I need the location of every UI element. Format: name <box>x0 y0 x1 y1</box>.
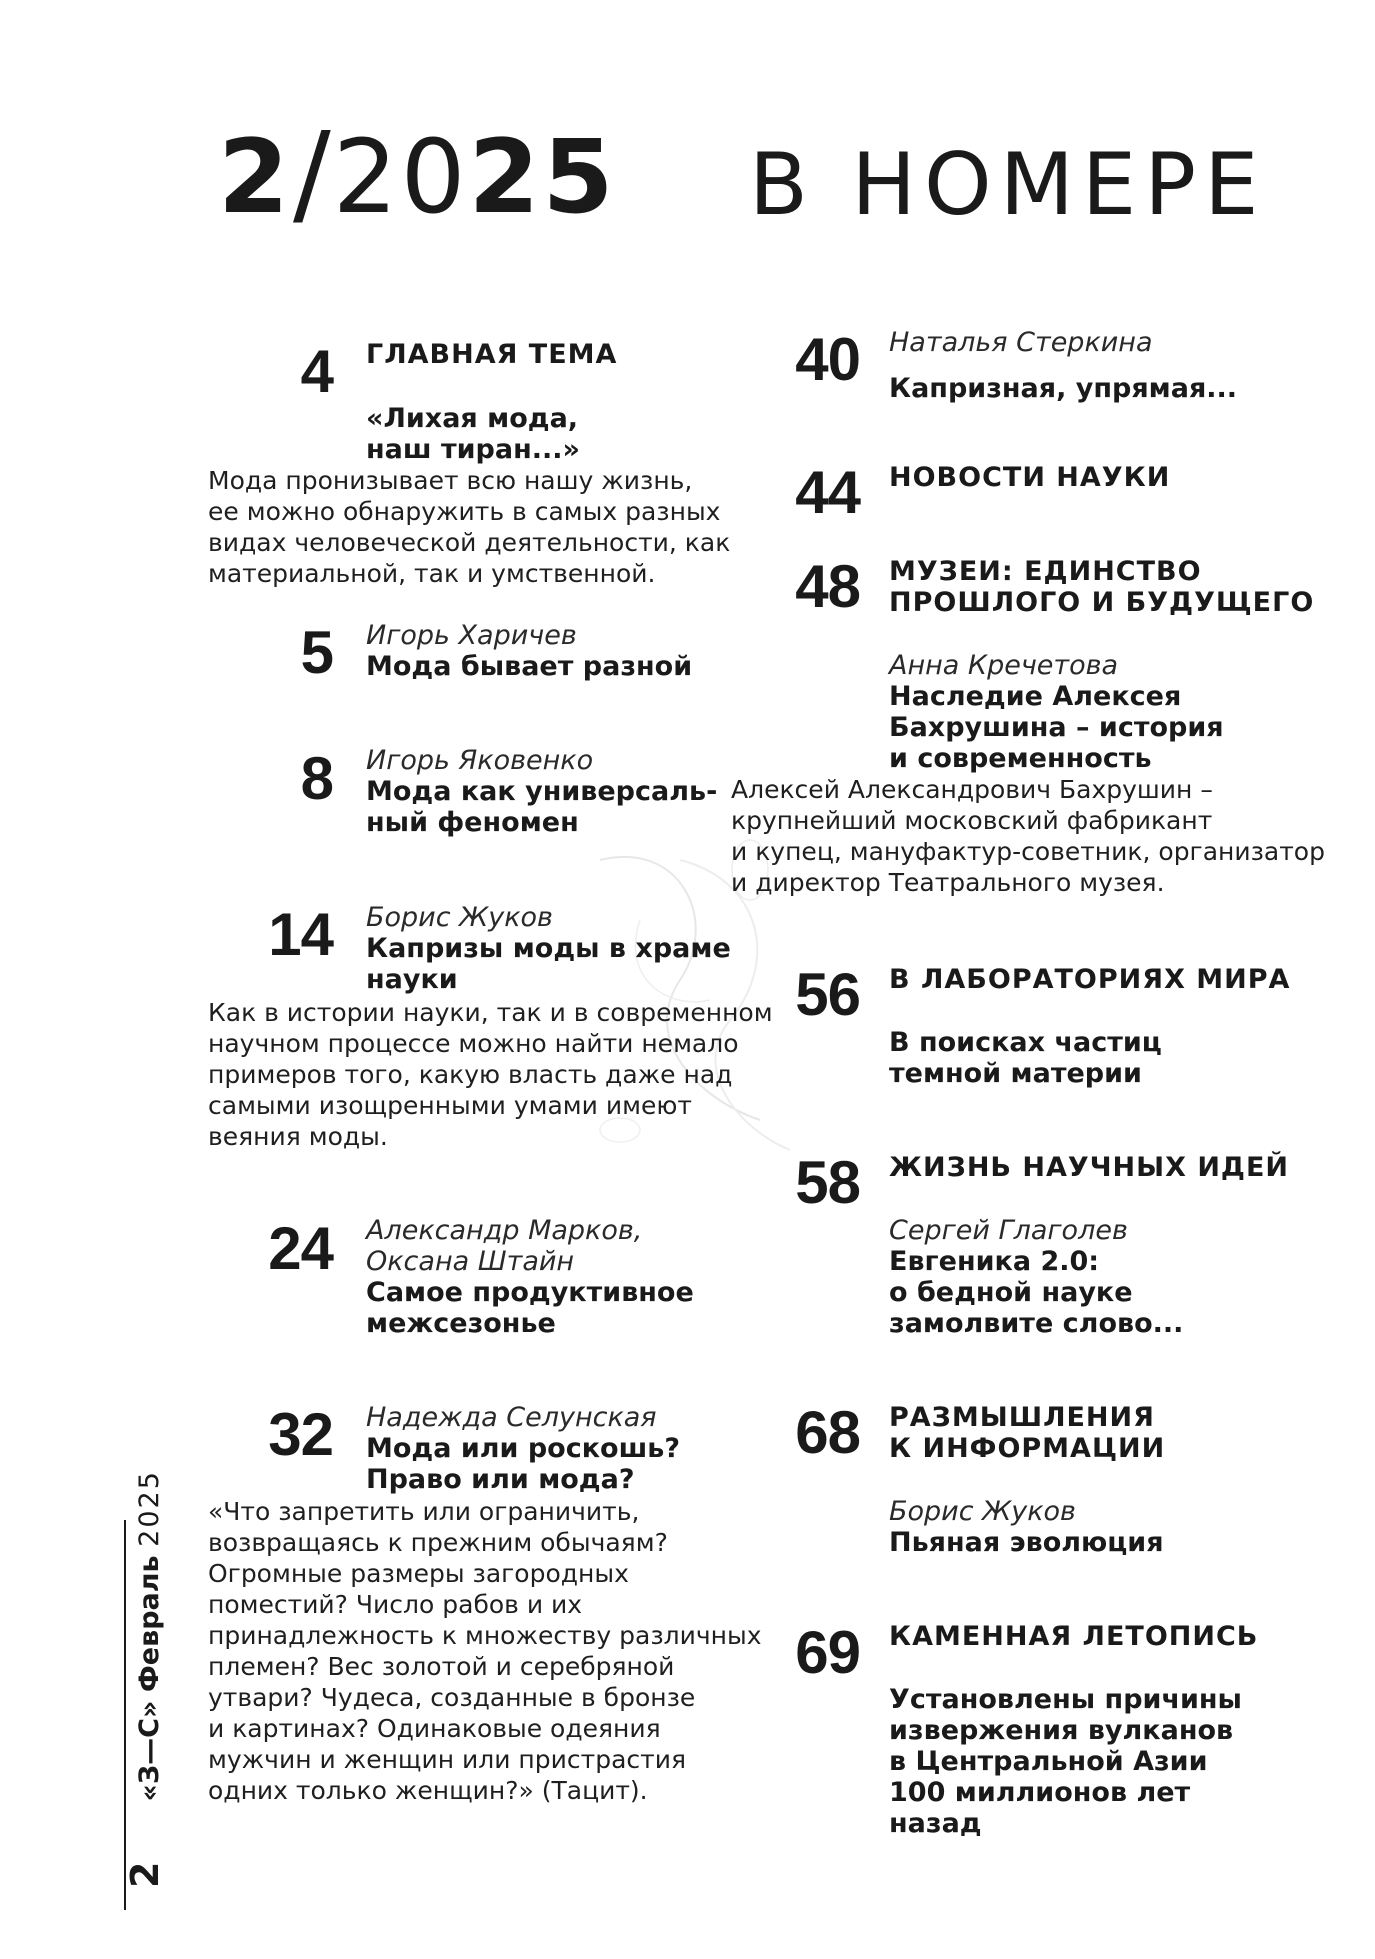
issue-month: Февраль <box>134 1555 165 1692</box>
issue-year-light: 20 <box>332 118 469 237</box>
toc-author: Борис Жуков <box>889 1496 1076 1527</box>
toc-article-title: Мода как универсаль- ный феномен <box>366 776 718 838</box>
toc-article-title: «Лихая мода, наш тиран...» <box>366 403 580 465</box>
side-rule <box>124 1520 126 1910</box>
toc-article-title: Самое продуктивное межсезонье <box>366 1277 694 1339</box>
toc-page-number: 24 <box>268 1215 333 1282</box>
toc-page-number: 56 <box>795 961 860 1028</box>
toc-article-title: Пьяная эволюция <box>889 1527 1164 1558</box>
toc-author: Игорь Яковенко <box>366 745 594 776</box>
toc-author: Борис Жуков <box>366 902 553 933</box>
toc-article-title: Наследие Алексея Бахрушина – история и современность <box>889 681 1224 774</box>
toc-article-title: Мода или роскошь? Право или мода? <box>366 1433 681 1495</box>
toc-section-heading: ГЛАВНАЯ ТЕМА <box>366 339 618 370</box>
toc-article-title: В поисках частиц темной материи <box>889 1027 1162 1089</box>
toc-article-description: Алексей Александрович Бахрушин – крупнейший московский фабрикант и купец, мануфактур-советник, организатор и директор Театрального музея. <box>731 775 1325 897</box>
toc-section-heading: МУЗЕИ: ЕДИНСТВО ПРОШЛОГО И БУДУЩЕГО <box>889 556 1315 618</box>
toc-page-number: 58 <box>795 1149 860 1216</box>
toc-page-number: 44 <box>795 459 860 526</box>
toc-article-title: Установлены причины извержения вулканов в Центральной Азии 100 миллионов лет назад <box>889 1684 1242 1839</box>
toc-section-heading: КАМЕННАЯ ЛЕТОПИСЬ <box>889 1621 1259 1652</box>
toc-section-heading: ЖИЗНЬ НАУЧНЫХ ИДЕЙ <box>889 1152 1290 1183</box>
toc-article-description: Как в истории науки, так и в современном научном процессе можно найти немало примеров того, какую власть даже над самыми изощренными умами имеют веяния моды. <box>208 998 773 1151</box>
toc-page-number: 48 <box>795 553 860 620</box>
toc-section-heading: НОВОСТИ НАУКИ <box>889 462 1171 493</box>
toc-author: Надежда Селунская <box>366 1402 657 1433</box>
toc-page-number: 68 <box>795 1399 860 1466</box>
toc-author: Анна Кречетова <box>889 650 1119 681</box>
toc-page-number: 14 <box>268 901 333 968</box>
issue-slash: / <box>292 109 331 239</box>
toc-author: Наталья Стеркина <box>889 327 1153 358</box>
toc-author: Александр Марков, Оксана Штайн <box>366 1215 643 1277</box>
issue-year: 2025 <box>134 1470 165 1547</box>
issue-year-bold: 25 <box>468 118 617 237</box>
side-caption <box>123 1470 167 1888</box>
toc-article-description: Мода пронизывает всю нашу жизнь, ее можно обнаружить в самых разных видах человеческой деятельности, как материальной, так и умственной. <box>208 466 731 588</box>
toc-section-heading: В ЛАБОРАТОРИЯХ МИРА <box>889 964 1291 995</box>
toc-page-number: 4 <box>300 338 333 405</box>
toc-section-heading: РАЗМЫШЛЕНИЯ К ИНФОРМАЦИИ <box>889 1402 1166 1464</box>
magazine-name: «З—С» <box>134 1700 165 1802</box>
toc-article-title: Капризная, упрямая... <box>889 373 1238 404</box>
toc-article-description: «Что запретить или ограничить, возвращаясь к прежним обычаям? Огромные размеры загородных поместий? Число рабов и их принадлежность к множеству различных племен? Вес золотой и серебряной утвари? Чудеса, созданные в бронзе и картинах? Одинаковые одеяния мужчин и женщин или пристрастия одних только женщин?» (Тацит). <box>208 1497 762 1805</box>
toc-author: Игорь Харичев <box>366 620 577 651</box>
toc-page-number: 5 <box>300 619 333 686</box>
issue-num: 2 <box>218 118 291 237</box>
toc-page-number: 8 <box>300 745 333 812</box>
toc-page-number: 32 <box>268 1401 333 1468</box>
toc-article-title: Евгеника 2.0: о бедной науке замолвите слово... <box>889 1246 1184 1339</box>
toc-page-number: 40 <box>795 326 860 393</box>
page-number: 2 <box>123 1861 167 1888</box>
page-title: В НОМЕРЕ <box>749 135 1267 235</box>
toc-article-title: Мода бывает разной <box>366 651 693 682</box>
toc-article-title: Капризы моды в храме науки <box>366 933 731 995</box>
toc-author: Сергей Глаголев <box>889 1215 1128 1246</box>
issue-number <box>218 109 617 239</box>
toc-page-number: 69 <box>795 1619 860 1686</box>
